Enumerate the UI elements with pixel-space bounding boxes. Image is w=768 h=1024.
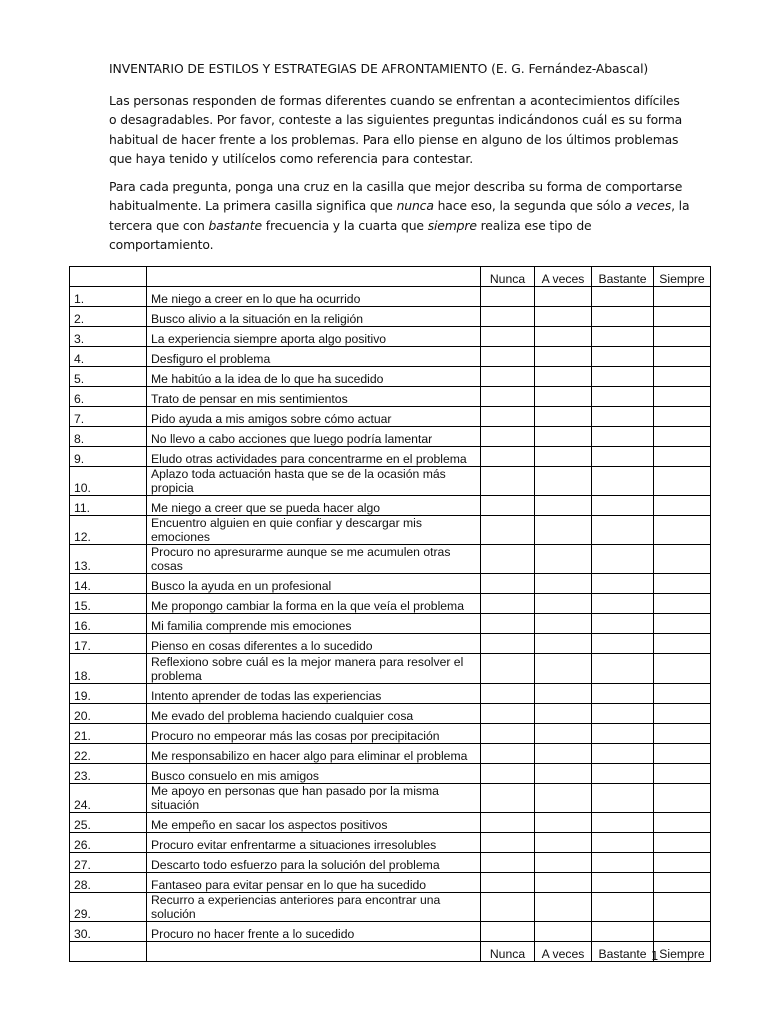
item-statement: La experiencia siempre aporta algo positivo xyxy=(147,327,481,347)
instructions-paragraph xyxy=(109,177,690,255)
answer-cell-a-veces[interactable] xyxy=(535,764,592,784)
answer-cell-bastante[interactable] xyxy=(592,545,654,574)
answer-cell-nunca[interactable] xyxy=(481,922,535,942)
answer-cell-nunca[interactable] xyxy=(481,634,535,654)
answer-cell-bastante[interactable] xyxy=(592,813,654,833)
item-number: 17. xyxy=(70,634,147,654)
item-number: 9. xyxy=(70,447,147,467)
answer-cell-siempre[interactable] xyxy=(654,724,711,744)
item-statement: Me propongo cambiar la forma en la que veía el problema xyxy=(147,594,481,614)
answer-cell-siempre[interactable] xyxy=(654,287,711,307)
answer-cell-a-veces[interactable] xyxy=(535,545,592,574)
answer-cell-a-veces[interactable] xyxy=(535,654,592,684)
footer-empty-cell xyxy=(70,942,147,962)
answer-cell-bastante[interactable] xyxy=(592,574,654,594)
item-statement: Procuro no hacer frente a lo sucedido xyxy=(147,922,481,942)
answer-cell-nunca[interactable] xyxy=(481,893,535,922)
footer-header-bastante: Bastante xyxy=(592,942,654,962)
answer-cell-nunca[interactable] xyxy=(481,684,535,704)
item-number: 12. xyxy=(70,516,147,545)
answer-cell-nunca[interactable] xyxy=(481,367,535,387)
answer-cell-a-veces[interactable] xyxy=(535,744,592,764)
item-number: 6. xyxy=(70,387,147,407)
answer-cell-siempre[interactable] xyxy=(654,893,711,922)
answer-cell-siempre[interactable] xyxy=(654,574,711,594)
column-header-nunca: Nunca xyxy=(481,267,535,287)
table-row xyxy=(70,893,711,922)
emphasis-a-veces: a veces xyxy=(624,198,672,214)
item-statement: Desfiguro el problema xyxy=(147,347,481,367)
answer-cell-a-veces[interactable] xyxy=(535,347,592,367)
answer-cell-a-veces[interactable] xyxy=(535,387,592,407)
item-statement: Procuro evitar enfrentarme a situaciones irresolubles xyxy=(147,833,481,853)
table-row xyxy=(70,327,711,347)
item-statement: Procuro no empeorar más las cosas por precipitación xyxy=(147,724,481,744)
item-statement: Me niego a creer que se pueda hacer algo xyxy=(147,496,481,516)
answer-cell-nunca[interactable] xyxy=(481,327,535,347)
item-statement: Busco alivio a la situación en la religión xyxy=(147,307,481,327)
item-number: 8. xyxy=(70,427,147,447)
answer-cell-nunca[interactable] xyxy=(481,784,535,813)
answer-cell-siempre[interactable] xyxy=(654,853,711,873)
answer-cell-siempre[interactable] xyxy=(654,813,711,833)
answer-cell-nunca[interactable] xyxy=(481,574,535,594)
item-number: 19. xyxy=(70,684,147,704)
table-row xyxy=(70,614,711,634)
answer-cell-a-veces[interactable] xyxy=(535,634,592,654)
table-row xyxy=(70,287,711,307)
header-empty-cell xyxy=(70,267,147,287)
answer-cell-bastante[interactable] xyxy=(592,764,654,784)
item-number: 20. xyxy=(70,704,147,724)
answer-cell-a-veces[interactable] xyxy=(535,922,592,942)
inventory-table xyxy=(69,266,711,962)
answer-cell-bastante[interactable] xyxy=(592,853,654,873)
item-number: 29. xyxy=(70,893,147,922)
answer-cell-bastante[interactable] xyxy=(592,496,654,516)
answer-cell-a-veces[interactable] xyxy=(535,327,592,347)
item-number: 21. xyxy=(70,724,147,744)
item-number: 16. xyxy=(70,614,147,634)
instructions-text: frecuencia y la cuarta que xyxy=(261,217,428,233)
item-statement: Pido ayuda a mis amigos sobre cómo actuar xyxy=(147,407,481,427)
item-number: 4. xyxy=(70,347,147,367)
table-row xyxy=(70,853,711,873)
answer-cell-a-veces[interactable] xyxy=(535,467,592,496)
answer-cell-bastante[interactable] xyxy=(592,784,654,813)
table-row xyxy=(70,574,711,594)
answer-cell-nunca[interactable] xyxy=(481,594,535,614)
table-row xyxy=(70,545,711,574)
answer-cell-nunca[interactable] xyxy=(481,427,535,447)
answer-cell-a-veces[interactable] xyxy=(535,784,592,813)
answer-cell-bastante[interactable] xyxy=(592,427,654,447)
instructions-text: tercera que con xyxy=(109,217,209,233)
item-number: 25. xyxy=(70,813,147,833)
answer-cell-a-veces[interactable] xyxy=(535,893,592,922)
table-row xyxy=(70,724,711,744)
answer-cell-a-veces[interactable] xyxy=(535,833,592,853)
table-row xyxy=(70,784,711,813)
table-row xyxy=(70,813,711,833)
instructions-line: comportamiento. xyxy=(109,237,214,253)
item-statement: Mi familia comprende mis emociones xyxy=(147,614,481,634)
answer-cell-siempre[interactable] xyxy=(654,307,711,327)
table-row xyxy=(70,704,711,724)
table-row xyxy=(70,873,711,893)
table-row xyxy=(70,427,711,447)
item-number: 13. xyxy=(70,545,147,574)
emphasis-nunca: nunca xyxy=(396,198,434,214)
intro-line: habitual de hacer frente a los problemas. Para ello piense en alguno de los últimos problemas xyxy=(109,131,679,147)
answer-cell-nunca[interactable] xyxy=(481,387,535,407)
item-number: 14. xyxy=(70,574,147,594)
answer-cell-bastante[interactable] xyxy=(592,873,654,893)
item-statement: Busco la ayuda en un profesional xyxy=(147,574,481,594)
answer-cell-siempre[interactable] xyxy=(654,873,711,893)
instructions-line xyxy=(109,216,654,235)
answer-cell-nunca[interactable] xyxy=(481,654,535,684)
item-statement: Me empeño en sacar los aspectos positivos xyxy=(147,813,481,833)
answer-cell-siempre[interactable] xyxy=(654,764,711,784)
column-header-siempre: Siempre xyxy=(654,267,711,287)
answer-cell-bastante[interactable] xyxy=(592,347,654,367)
answer-cell-bastante[interactable] xyxy=(592,407,654,427)
answer-cell-bastante[interactable] xyxy=(592,594,654,614)
answer-cell-a-veces[interactable] xyxy=(535,873,592,893)
answer-cell-bastante[interactable] xyxy=(592,467,654,496)
table-header-row xyxy=(70,267,711,287)
item-statement: Me responsabilizo en hacer algo para eliminar el problema xyxy=(147,744,481,764)
answer-cell-bastante[interactable] xyxy=(592,327,654,347)
answer-cell-nunca[interactable] xyxy=(481,467,535,496)
item-statement: Reflexiono sobre cuál es la mejor manera para resolver el problema xyxy=(147,654,481,684)
answer-cell-a-veces[interactable] xyxy=(535,614,592,634)
answer-cell-bastante[interactable] xyxy=(592,367,654,387)
item-statement: Descarto todo esfuerzo para la solución del problema xyxy=(147,853,481,873)
answer-cell-nunca[interactable] xyxy=(481,853,535,873)
answer-cell-a-veces[interactable] xyxy=(535,407,592,427)
table-row xyxy=(70,594,711,614)
answer-cell-nunca[interactable] xyxy=(481,724,535,744)
footer-header-siempre: Siempre xyxy=(654,942,711,962)
answer-cell-siempre[interactable] xyxy=(654,784,711,813)
answer-cell-nunca[interactable] xyxy=(481,545,535,574)
answer-cell-siempre[interactable] xyxy=(654,684,711,704)
emphasis-siempre: siempre xyxy=(427,217,477,233)
answer-cell-siempre[interactable] xyxy=(654,327,711,347)
answer-cell-bastante[interactable] xyxy=(592,893,654,922)
item-number: 10. xyxy=(70,467,147,496)
item-statement: Pienso en cosas diferentes a lo sucedido xyxy=(147,634,481,654)
answer-cell-bastante[interactable] xyxy=(592,447,654,467)
table-row xyxy=(70,922,711,942)
intro-line: Las personas responden de formas diferentes cuando se enfrentan a acontecimientos difíciles xyxy=(109,93,680,108)
table-row xyxy=(70,367,711,387)
answer-cell-siempre[interactable] xyxy=(654,467,711,496)
answer-cell-siempre[interactable] xyxy=(654,427,711,447)
item-number: 27. xyxy=(70,853,147,873)
item-number: 2. xyxy=(70,307,147,327)
instructions-text: habitualmente. La primera casilla significa que xyxy=(109,198,397,214)
item-statement: No llevo a cabo acciones que luego podría lamentar xyxy=(147,427,481,447)
answer-cell-a-veces[interactable] xyxy=(535,496,592,516)
answer-cell-nunca[interactable] xyxy=(481,873,535,893)
table-row xyxy=(70,467,711,496)
answer-cell-a-veces[interactable] xyxy=(535,853,592,873)
answer-cell-a-veces[interactable] xyxy=(535,447,592,467)
item-number: 26. xyxy=(70,833,147,853)
answer-cell-nunca[interactable] xyxy=(481,407,535,427)
instructions-text: hace eso, la segunda que sólo xyxy=(433,198,625,214)
instructions-line: Para cada pregunta, ponga una cruz en la casilla que mejor describa su forma de comportarse xyxy=(109,179,683,194)
answer-cell-siempre[interactable] xyxy=(654,922,711,942)
item-statement: Recurro a experiencias anteriores para encontrar una solución xyxy=(147,893,481,922)
item-statement: Me evado del problema haciendo cualquier cosa xyxy=(147,704,481,724)
emphasis-bastante: bastante xyxy=(208,217,262,233)
inventory-table-body xyxy=(70,267,711,962)
item-statement: Me habitúo a la idea de lo que ha sucedido xyxy=(147,367,481,387)
item-statement: Encuentro alguien en quie confiar y descargar mis emociones xyxy=(147,516,481,545)
answer-cell-nunca[interactable] xyxy=(481,614,535,634)
answer-cell-a-veces[interactable] xyxy=(535,724,592,744)
header-empty-cell xyxy=(147,267,481,287)
answer-cell-a-veces[interactable] xyxy=(535,813,592,833)
answer-cell-bastante[interactable] xyxy=(592,614,654,634)
answer-cell-nunca[interactable] xyxy=(481,813,535,833)
table-row xyxy=(70,496,711,516)
table-row xyxy=(70,447,711,467)
answer-cell-a-veces[interactable] xyxy=(535,307,592,327)
answer-cell-siempre[interactable] xyxy=(654,704,711,724)
item-number: 5. xyxy=(70,367,147,387)
answer-cell-bastante[interactable] xyxy=(592,684,654,704)
answer-cell-nunca[interactable] xyxy=(481,704,535,724)
item-number: 22. xyxy=(70,744,147,764)
item-number: 30. xyxy=(70,922,147,942)
item-statement: Fantaseo para evitar pensar en lo que ha sucedido xyxy=(147,873,481,893)
column-header-bastante: Bastante xyxy=(592,267,654,287)
item-statement: Intento aprender de todas las experiencias xyxy=(147,684,481,704)
instructions-text: , la xyxy=(671,198,690,214)
item-statement: Trato de pensar en mis sentimientos xyxy=(147,387,481,407)
answer-cell-siempre[interactable] xyxy=(654,407,711,427)
answer-cell-siempre[interactable] xyxy=(654,833,711,853)
item-number: 1. xyxy=(70,287,147,307)
answer-cell-siempre[interactable] xyxy=(654,367,711,387)
answer-cell-nunca[interactable] xyxy=(481,764,535,784)
answer-cell-bastante[interactable] xyxy=(592,307,654,327)
answer-cell-bastante[interactable] xyxy=(592,744,654,764)
answer-cell-nunca[interactable] xyxy=(481,516,535,545)
answer-cell-a-veces[interactable] xyxy=(535,427,592,447)
answer-cell-bastante[interactable] xyxy=(592,704,654,724)
answer-cell-siempre[interactable] xyxy=(654,614,711,634)
answer-cell-bastante[interactable] xyxy=(592,634,654,654)
document-title: INVENTARIO DE ESTILOS Y ESTRATEGIAS DE AFRONTAMIENTO (E. G. Fernández-Abascal) xyxy=(109,61,649,76)
table-row xyxy=(70,387,711,407)
answer-cell-siempre[interactable] xyxy=(654,496,711,516)
item-statement: Me apoyo en personas que han pasado por la misma situación xyxy=(147,784,481,813)
table-row xyxy=(70,684,711,704)
answer-cell-bastante[interactable] xyxy=(592,287,654,307)
answer-cell-a-veces[interactable] xyxy=(535,594,592,614)
item-number: 15. xyxy=(70,594,147,614)
item-number: 23. xyxy=(70,764,147,784)
table-row xyxy=(70,516,711,545)
intro-paragraph xyxy=(109,91,683,169)
item-statement: Aplazo toda actuación hasta que se de la ocasión más propicia xyxy=(147,467,481,496)
table-row xyxy=(70,407,711,427)
answer-cell-bastante[interactable] xyxy=(592,387,654,407)
answer-cell-a-veces[interactable] xyxy=(535,287,592,307)
answer-cell-a-veces[interactable] xyxy=(535,574,592,594)
answer-cell-siempre[interactable] xyxy=(654,654,711,684)
item-number: 18. xyxy=(70,654,147,684)
answer-cell-bastante[interactable] xyxy=(592,654,654,684)
item-statement: Me niego a creer en lo que ha ocurrido xyxy=(147,287,481,307)
instructions-line xyxy=(109,196,690,215)
table-row xyxy=(70,744,711,764)
answer-cell-nunca[interactable] xyxy=(481,307,535,327)
answer-cell-nunca[interactable] xyxy=(481,287,535,307)
item-number: 3. xyxy=(70,327,147,347)
item-statement: Procuro no apresurarme aunque se me acumulen otras cosas xyxy=(147,545,481,574)
table-row xyxy=(70,764,711,784)
item-number: 11. xyxy=(70,496,147,516)
answer-cell-a-veces[interactable] xyxy=(535,704,592,724)
answer-cell-bastante[interactable] xyxy=(592,922,654,942)
table-row xyxy=(70,347,711,367)
answer-cell-a-veces[interactable] xyxy=(535,516,592,545)
answer-cell-siempre[interactable] xyxy=(654,347,711,367)
table-row xyxy=(70,634,711,654)
answer-cell-bastante[interactable] xyxy=(592,516,654,545)
answer-cell-siempre[interactable] xyxy=(654,744,711,764)
answer-cell-nunca[interactable] xyxy=(481,447,535,467)
answer-cell-siempre[interactable] xyxy=(654,634,711,654)
footer-header-a-veces: A veces xyxy=(535,942,592,962)
footer-empty-cell xyxy=(147,942,481,962)
item-statement: Eludo otras actividades para concentrarme en el problema xyxy=(147,447,481,467)
table-row xyxy=(70,654,711,684)
answer-cell-nunca[interactable] xyxy=(481,496,535,516)
instructions-text: realiza ese tipo de xyxy=(476,217,592,233)
answer-cell-siempre[interactable] xyxy=(654,387,711,407)
answer-cell-nunca[interactable] xyxy=(481,744,535,764)
answer-cell-nunca[interactable] xyxy=(481,347,535,367)
table-row xyxy=(70,307,711,327)
intro-line: que haya tenido y utilícelos como referencia para contestar. xyxy=(109,151,474,167)
item-number: 24. xyxy=(70,784,147,813)
item-statement: Busco consuelo en mis amigos xyxy=(147,764,481,784)
answer-cell-siempre[interactable] xyxy=(654,516,711,545)
answer-cell-siempre[interactable] xyxy=(654,545,711,574)
answer-cell-bastante[interactable] xyxy=(592,724,654,744)
table-row xyxy=(70,833,711,853)
answer-cell-siempre[interactable] xyxy=(654,594,711,614)
item-number: 28. xyxy=(70,873,147,893)
column-header-a-veces: A veces xyxy=(535,267,592,287)
footer-header-nunca: Nunca xyxy=(481,942,535,962)
page-number: 1 xyxy=(651,949,659,963)
item-number: 7. xyxy=(70,407,147,427)
answer-cell-a-veces[interactable] xyxy=(535,684,592,704)
intro-line: o desagradables. Por favor, conteste a las siguientes preguntas indicándonos cuál es su forma xyxy=(109,112,683,128)
answer-cell-siempre[interactable] xyxy=(654,447,711,467)
answer-cell-bastante[interactable] xyxy=(592,833,654,853)
answer-cell-a-veces[interactable] xyxy=(535,367,592,387)
table-footer-row xyxy=(70,942,711,962)
answer-cell-nunca[interactable] xyxy=(481,833,535,853)
